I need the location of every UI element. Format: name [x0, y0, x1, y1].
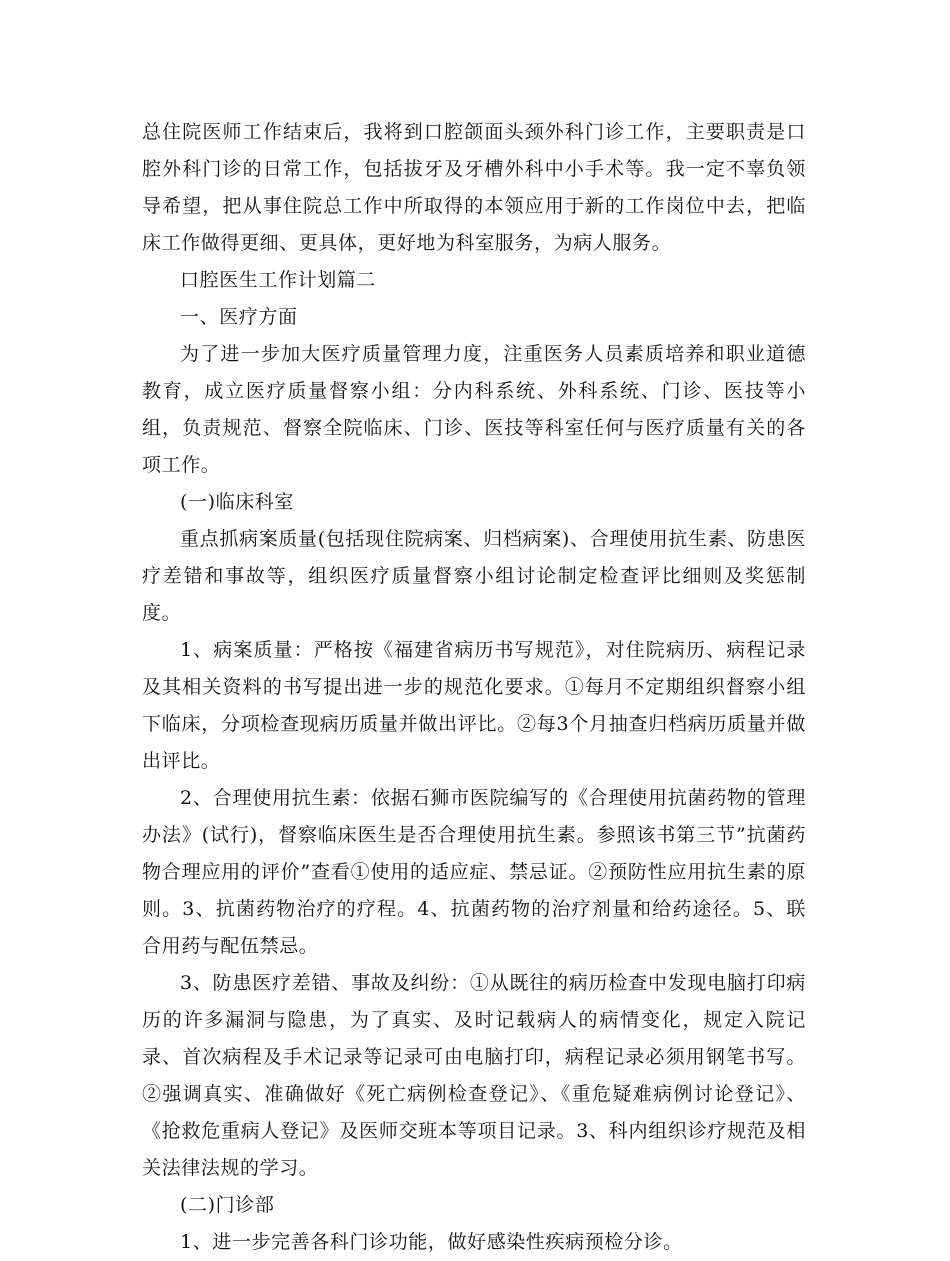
- paragraph-intro-continuation: 总住院医师工作结束后，我将到口腔颌面头颈外科门诊工作，主要职责是口腔外科门诊的日常工作，包括拔牙及牙槽外科中小手术等。我一定不辜负领导希望，把从事住院总工作中所取得的本领应用于新的工作岗位中去，把临床工作做得更细、更具体，更好地为科室服务，为病人服务。: [142, 121, 806, 254]
- paragraph-quality-management: 为了进一步加大医疗质量管理力度，注重医务人员素质培养和职业道德教育，成立医疗质量督察小组：分内科系统、外科系统、门诊、医技等小组，负责规范、督察全院临床、门诊、医技等科室任何与医疗质量有关的各项工作。: [142, 343, 806, 476]
- paragraph-case-quality: 1、病案质量：严格按《福建省病历书写规范》，对住院病历、病程记录及其相关资料的书写提出进一步的规范化要求。①每月不定期组织督察小组下临床，分项检查现病历质量并做出评比。②每3个月抽查归档病历质量并做出评比。: [142, 639, 806, 772]
- paragraph-outpatient-item-1: 1、进一步完善各科门诊功能，做好感染性疾病预检分诊。: [180, 1231, 683, 1253]
- document-body: [142, 114, 806, 1261]
- section-title: 口腔医生工作计划篇二: [180, 269, 377, 291]
- paragraph-clinical-focus: 重点抓病案质量(包括现住院病案、归档病案)、合理使用抗生素、防患医疗差错和事故等，组织医疗质量督察小组讨论制定检查评比细则及奖惩制度。: [142, 528, 806, 624]
- paragraph-error-prevention: 3、防患医疗差错、事故及纠纷：①从既往的病历检查中发现电脑打印病历的许多漏洞与隐患，为了真实、及时记载病人的病情变化，规定入院记录、首次病程及手术记录等记录可由电脑打印，病程记录必须用钢笔书写。②强调真实、准确做好《死亡病例检查登记》、《重危疑难病例讨论登记》、《抢救危重病人登记》及医师交班本等项目记录。3、科内组织诊疗规范及相关法律法规的学习。: [142, 972, 806, 1179]
- paragraph-antibiotics: 2、合理使用抗生素：依据石狮市医院编写的《合理使用抗菌药物的管理办法》(试行)，督察临床医生是否合理使用抗生素。参照该书第三节”抗菌药物合理应用的评价”查看①使用的适应症、禁忌证。②预防性应用抗生素的原则。3、抗菌药物治疗的疗程。4、抗菌药物的治疗剂量和给药途径。5、联合用药与配伍禁忌。: [142, 787, 806, 957]
- subheading-clinical-departments: (一)临床科室: [180, 491, 295, 513]
- heading-medical: 一、医疗方面: [180, 306, 298, 328]
- subheading-outpatient: (二)门诊部: [180, 1194, 275, 1216]
